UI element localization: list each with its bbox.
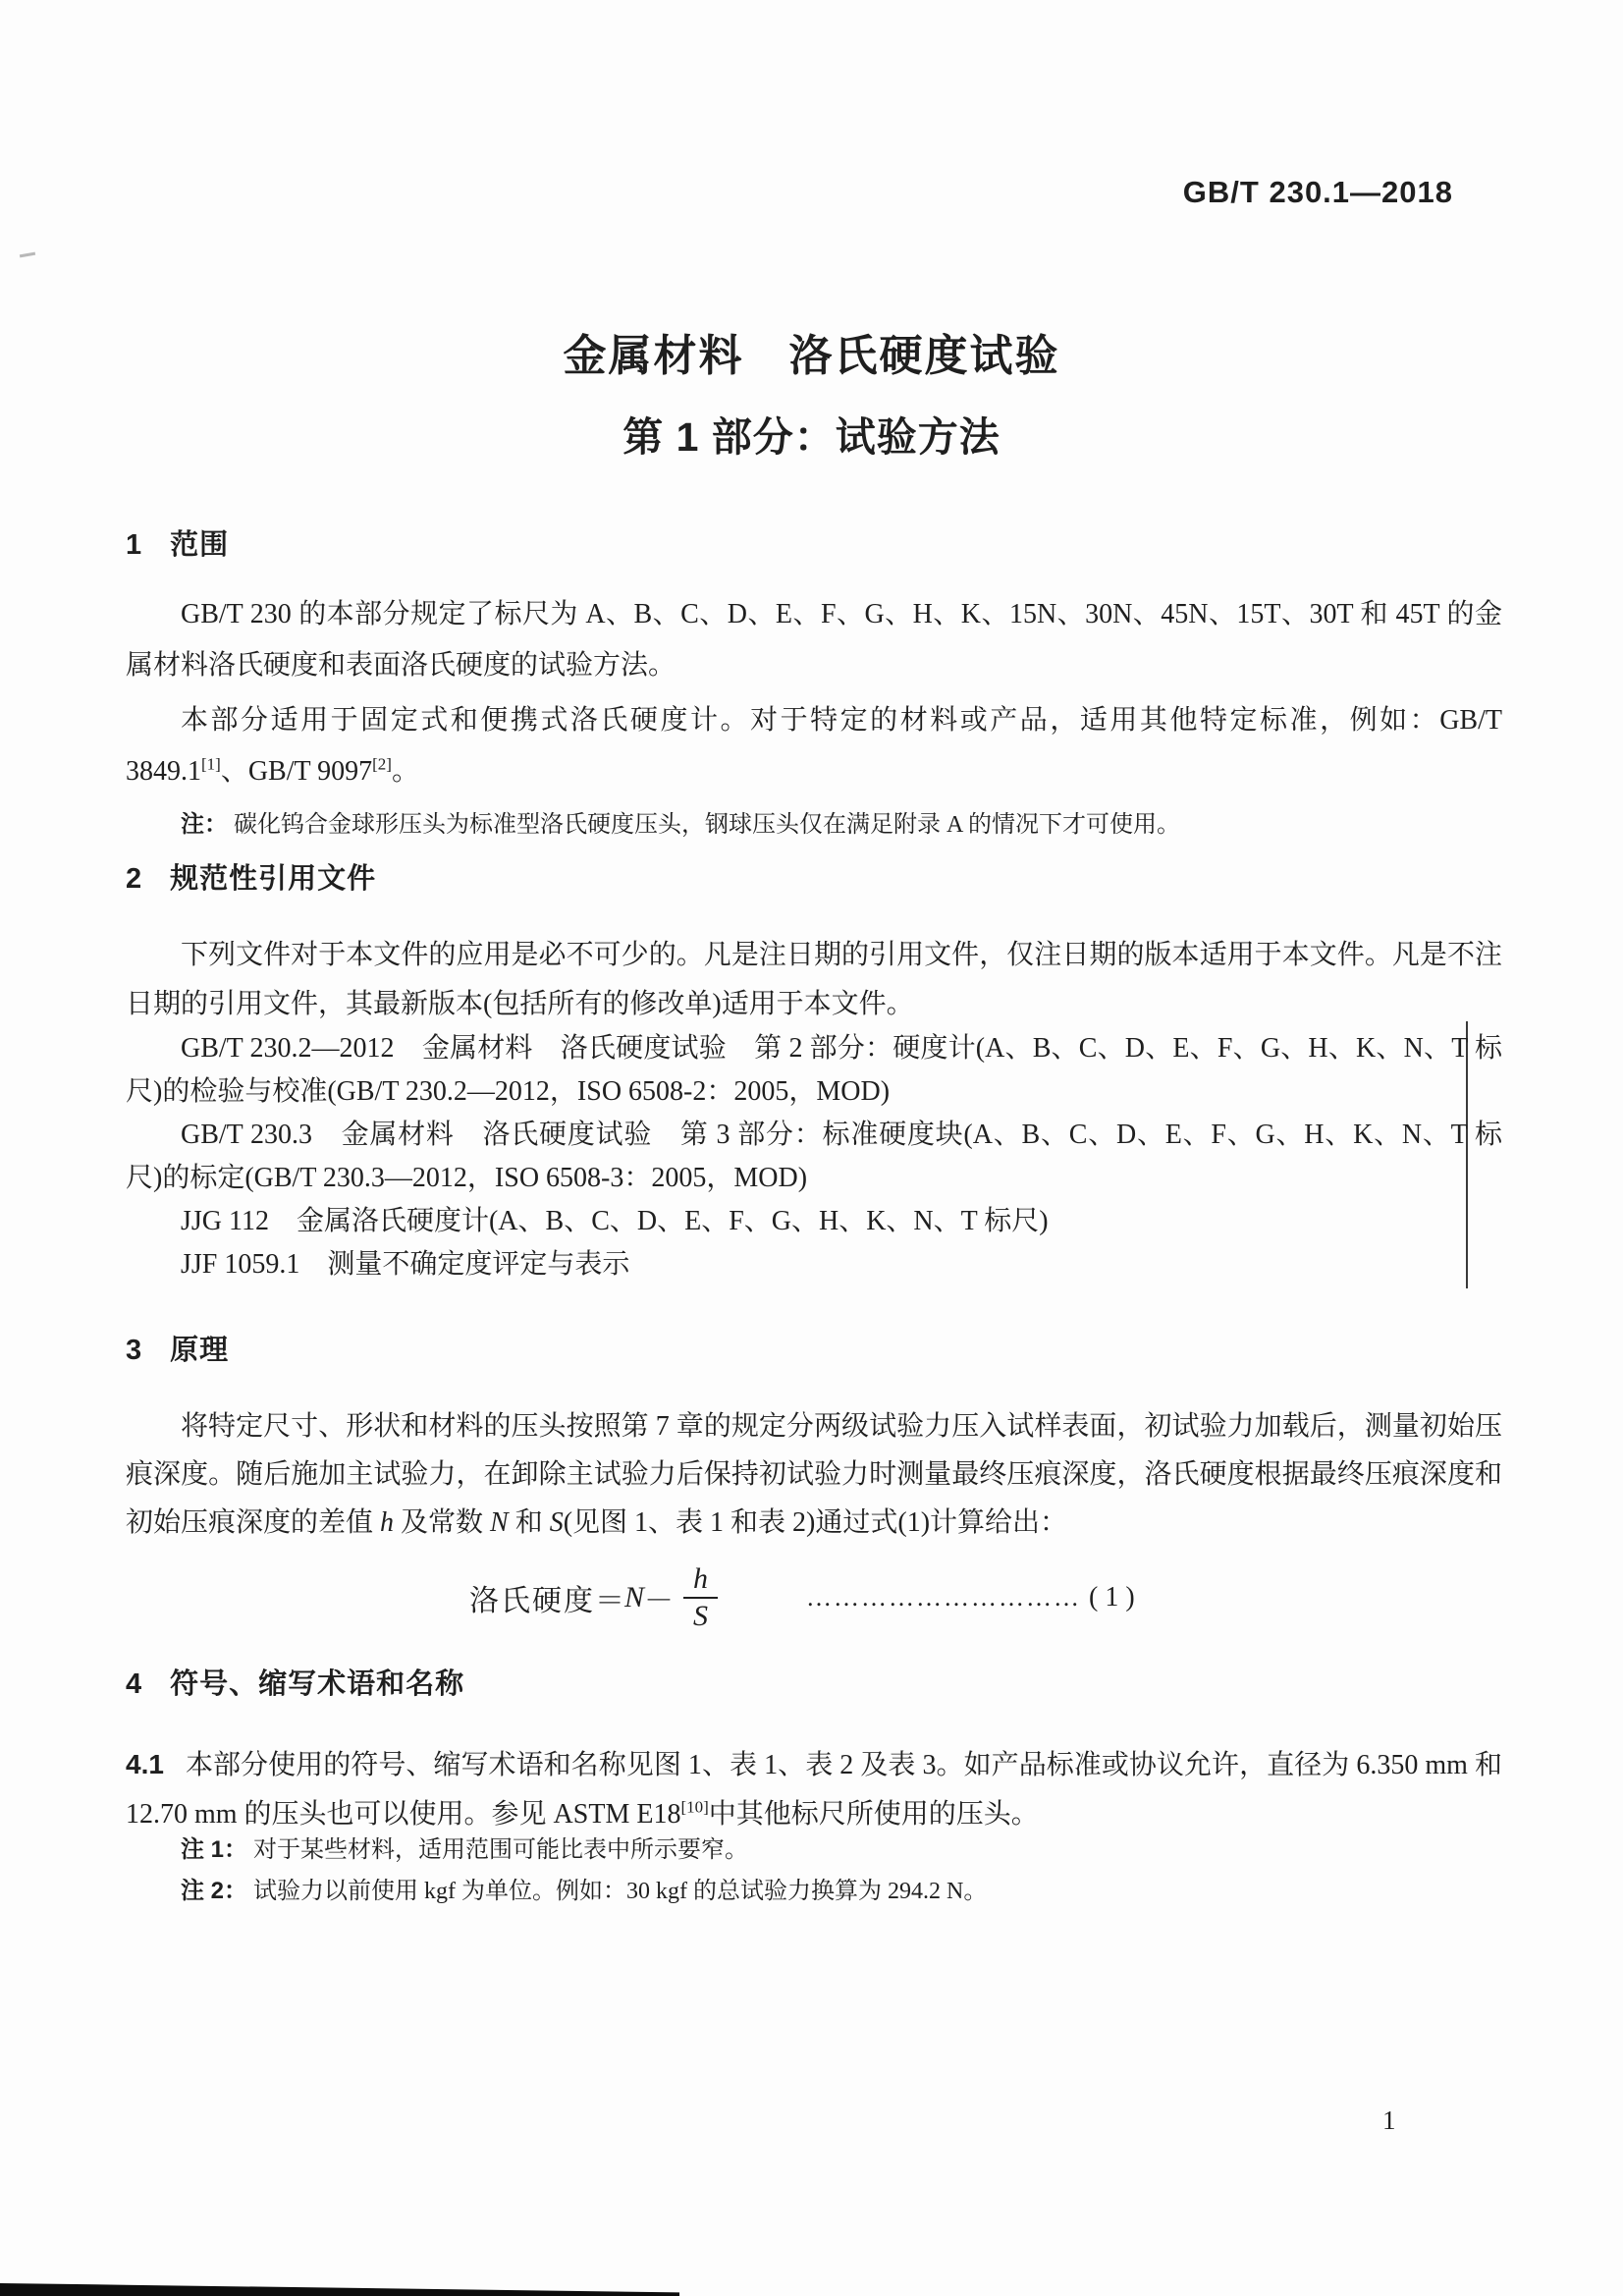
formula-dot-leader: …………………………	[806, 1583, 1082, 1612]
scan-edge-shadow	[0, 2283, 679, 2296]
reference-superscript: [1]	[201, 754, 221, 774]
equals-sign: ＝	[595, 1585, 624, 1617]
formula-expression	[469, 1563, 718, 1632]
paragraph-text: 和	[508, 1507, 550, 1538]
normative-references-list	[126, 1027, 1502, 1286]
fraction-h-over-S	[683, 1563, 718, 1632]
section-3-title: 原理	[170, 1335, 230, 1366]
note-text: 对于某些材料，适用范围可能比表中所示要窄。	[253, 1837, 749, 1863]
paragraph-text: 将特定尺寸、形状和材料的压头按照第 7 章的规定分两级试验力压入试样表面，初试验力加载后，测量初始压痕深度。随后施加主试验力，在卸除主试验力后保持初试验力时测量最终压痕深度，洛氏硬度根据最终压痕深度和初始压痕深度的差值	[126, 1411, 1502, 1538]
paragraph-text: 本部分使用的符号、缩写术语和名称见图 1、表 1、表 2 及表 3。如产品标准或协议允许，直径为 6.350 mm 和 12.70 mm 的压头也可以使用。参见 ASTM E18	[126, 1750, 1502, 1830]
fraction-denominator: S	[693, 1600, 709, 1632]
document-title	[0, 320, 1623, 463]
note-text: 试验力以前使用 kgf 为单位。例如：30 kgf 的总试验力换算为 294.2 N。	[253, 1879, 988, 1904]
title-line-1: 金属材料 洛氏硬度试验	[563, 332, 1060, 380]
clause-4-note-2	[126, 1872, 1502, 1911]
reference-item: GB/T 230.2—2012 金属材料 洛氏硬度试验 第 2 部分：硬度计(A、B、C、D、E、F、G、H、K、N、T 标尺)的检验与校准(GB/T 230.2—2012，ISO 6508-2：2005，MOD)	[126, 1033, 1502, 1107]
equation-number: ( 1 )	[1089, 1582, 1135, 1613]
paragraph-text: 、GB/T 9097	[220, 756, 373, 787]
section-2-number: 2	[126, 863, 143, 895]
section-1-title: 范围	[170, 529, 230, 561]
paragraph-text: 。	[391, 756, 419, 787]
symbol-S: S	[549, 1507, 564, 1538]
clause-number: 4.1	[126, 1749, 164, 1779]
section-1-number: 1	[126, 529, 143, 561]
section-1-paragraph-1: GB/T 230 的本部分规定了标尺为 A、B、C、D、E、F、G、H、K、15N、30N、45N、15T、30T 和 45T 的金属材料洛氏硬度和表面洛氏硬度的试验方法。	[126, 599, 1502, 681]
reference-superscript: [10]	[680, 1797, 709, 1817]
note-text: 碳化钨合金球形压头为标准型洛氏硬度压头，钢球压头仅在满足附录 A 的情况下才可使用。	[234, 812, 1181, 838]
rockwell-hardness-formula	[126, 1563, 1502, 1632]
constant-N: N	[624, 1581, 645, 1613]
section-3-heading	[126, 1328, 1502, 1368]
page-number: 1	[1382, 2105, 1396, 2135]
symbol-N: N	[490, 1507, 509, 1538]
section-1-heading	[126, 522, 1502, 563]
section-2-title: 规范性引用文件	[170, 863, 377, 895]
paragraph-text: 中其他标尺所使用的压头。	[708, 1799, 1039, 1830]
section-4-number: 4	[126, 1668, 143, 1700]
reference-item: JJF 1059.1 测量不确定度评定与表示	[181, 1249, 630, 1280]
section-2-heading	[126, 856, 1502, 897]
section-1-paragraph-2	[126, 695, 1502, 797]
paragraph-text: (见图 1、表 1 和表 2)通过式(1)计算给出：	[563, 1507, 1068, 1538]
minus-sign: －	[644, 1585, 675, 1617]
note-label: 注：	[181, 811, 228, 838]
title-line-2: 第 1 部分：试验方法	[622, 414, 1001, 460]
clause-4-note-1	[126, 1831, 1502, 1870]
section-2-paragraph-1: 下列文件对于本文件的应用是必不可少的。凡是注日期的引用文件，仅注日期的版本适用于本文件。凡是不注日期的引用文件，其最新版本(包括所有的修改单)适用于本文件。	[126, 940, 1502, 1019]
reference-item: JJG 112 金属洛氏硬度计(A、B、C、D、E、F、G、H、K、N、T 标尺)	[181, 1206, 1049, 1236]
standard-code: GB/T 230.1—2018	[1182, 175, 1453, 209]
section-1-note	[126, 805, 1502, 845]
section-3-number: 3	[126, 1335, 143, 1366]
reference-item: GB/T 230.3 金属材料 洛氏硬度试验 第 3 部分：标准硬度块(A、B、C、D、E、F、G、H、K、N、T 标尺)的标定(GB/T 230.3—2012，ISO 6508-3：2005，MOD)	[126, 1120, 1502, 1193]
note-label: 注 1：	[181, 1836, 248, 1863]
reference-superscript: [2]	[372, 754, 392, 774]
formula-lhs: 洛氏硬度	[469, 1585, 595, 1617]
paragraph-text: 及常数	[394, 1507, 491, 1538]
paragraph-text: 本部分适用于固定式和便携式洛氏硬度计。对于特定的材料或产品，适用其他特定标准，例如：GB/T 3849.1	[126, 705, 1502, 787]
symbol-h: h	[380, 1507, 395, 1538]
scan-artifact-mark	[20, 252, 35, 258]
section-4-title: 符号、缩写术语和名称	[170, 1668, 465, 1700]
fraction-numerator: h	[683, 1563, 718, 1599]
section-3-paragraph-1	[126, 1402, 1502, 1547]
clause-4-1-paragraph	[126, 1740, 1502, 1839]
note-label: 注 2：	[181, 1878, 248, 1904]
section-4-heading	[126, 1662, 1502, 1702]
